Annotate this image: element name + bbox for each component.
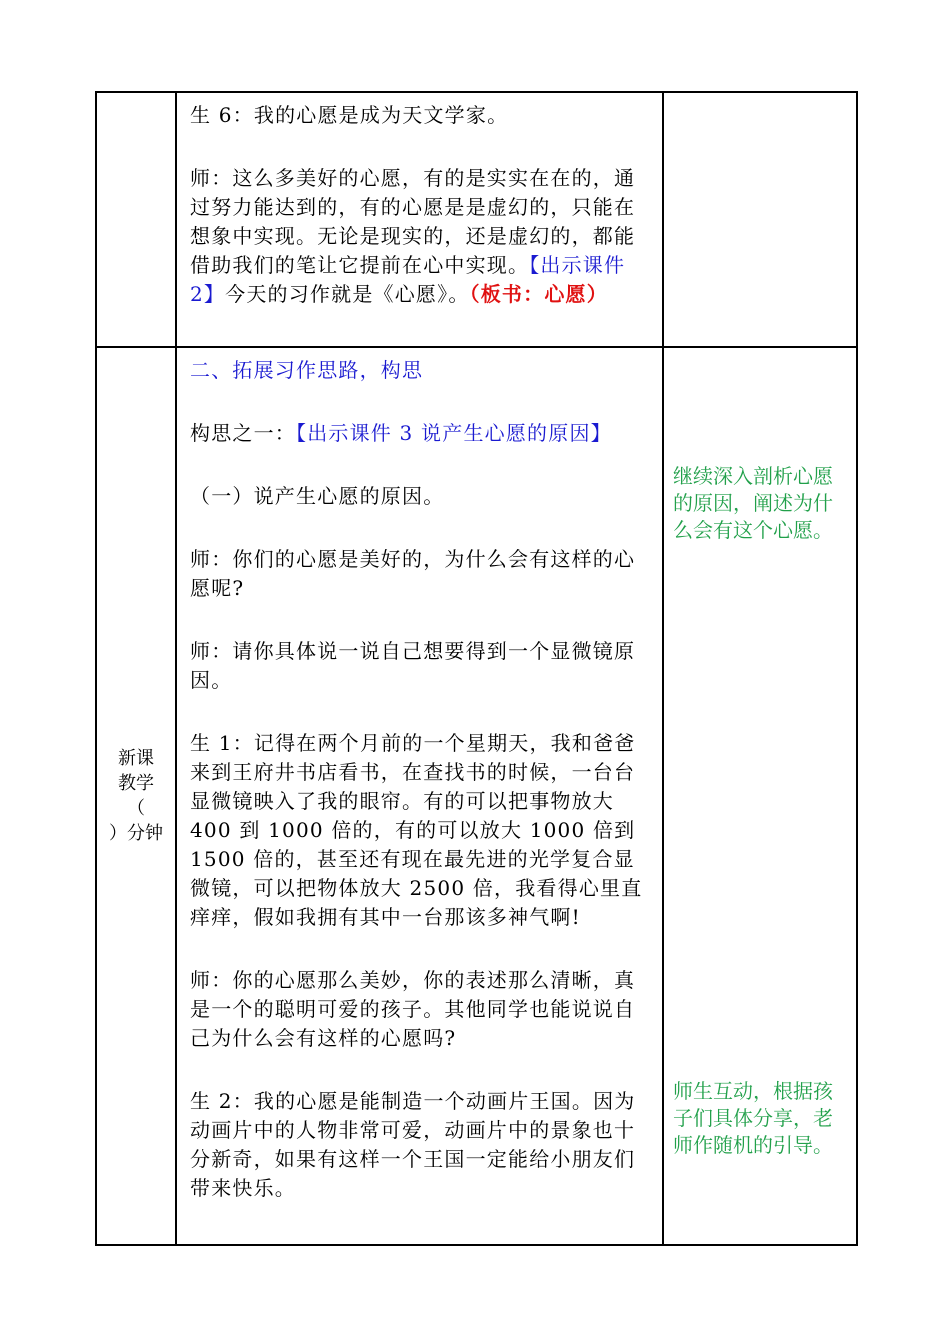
sub-heading: （一）说产生心愿的原因。 — [190, 484, 445, 508]
content-cell — [176, 347, 663, 1245]
stage-label — [97, 746, 175, 846]
teacher-praise: 师：你的心愿那么美妙，你的表述那么清晰，真是一个的聪明可爱的孩子。其他同学也能说说自己为什么会有这样的心愿吗? — [190, 968, 636, 1050]
lesson-plan-table — [95, 91, 858, 1246]
notes-cell — [663, 347, 857, 1245]
student2-answer: 生 2：我的心愿是能制造一个动画片王国。因为动画片中的人物非常可爱，动画片中的景象也十分新奇，如果有这样一个王国一定能给小朋友们带来快乐。 — [190, 1089, 636, 1200]
table-row — [96, 347, 857, 1245]
teacher-question-2: 师：请你具体说一说自己想要得到一个显微镜原因。 — [190, 639, 636, 692]
stage-label-line: （ — [127, 798, 145, 819]
content-cell — [176, 92, 663, 347]
courseware-2-label: 【出示课件 2】 — [190, 253, 626, 306]
idea1-prefix: 构思之一： — [190, 421, 296, 445]
teacher-question-1: 师：你们的心愿是美好的，为什么会有这样的心愿呢? — [190, 547, 636, 600]
table-row — [96, 92, 857, 347]
board-note: （板书：心愿） — [469, 282, 608, 306]
courseware-3-label: 【出示课件 3 说产生心愿的原因】 — [296, 421, 612, 445]
stage-label-line: ）分钟 — [109, 823, 163, 844]
stage-cell — [96, 92, 176, 347]
note-analysis: 继续深入剖析心愿的原因，阐述为什么会有这个心愿。 — [673, 464, 833, 542]
stage-label-line: 新课 — [118, 748, 154, 769]
stage-cell — [96, 347, 176, 1245]
teacher-text: 师：这么多美好的心愿，有的是实实在在的，通过努力能达到的，有的心愿是是虚幻的，只能在想象中实现。无论是现实的，还是虚幻的，都能借助我们的笔让它提前在心中实现。 — [190, 166, 636, 277]
student6-line: 生 6：我的心愿是成为天文学家。 — [190, 103, 509, 127]
stage-label-line: 教学 — [118, 773, 154, 794]
note-interaction: 师生互动，根据孩子们具体分享，老师作随机的引导。 — [673, 1079, 833, 1157]
today-text: 今天的习作就是《心愿》。 — [225, 282, 470, 306]
section-heading: 二、拓展习作思路，构思 — [190, 358, 424, 382]
teacher-paragraph — [190, 164, 656, 309]
notes-cell — [663, 92, 857, 347]
student1-answer: 生 1：记得在两个月前的一个星期天，我和爸爸来到王府井书店看书，在查找书的时候，一台台显微镜映入了我的眼帘。有的可以把事物放大 400 到 1000 倍的，有的可以放大 1000 倍到 1500 倍的，甚至还有现在最先进的光学复合显微镜，可以把物体放大 2500 倍，我看得心里直痒痒，假如我拥有其中一台那该多神气啊! — [190, 731, 643, 929]
idea1-line — [190, 419, 656, 448]
